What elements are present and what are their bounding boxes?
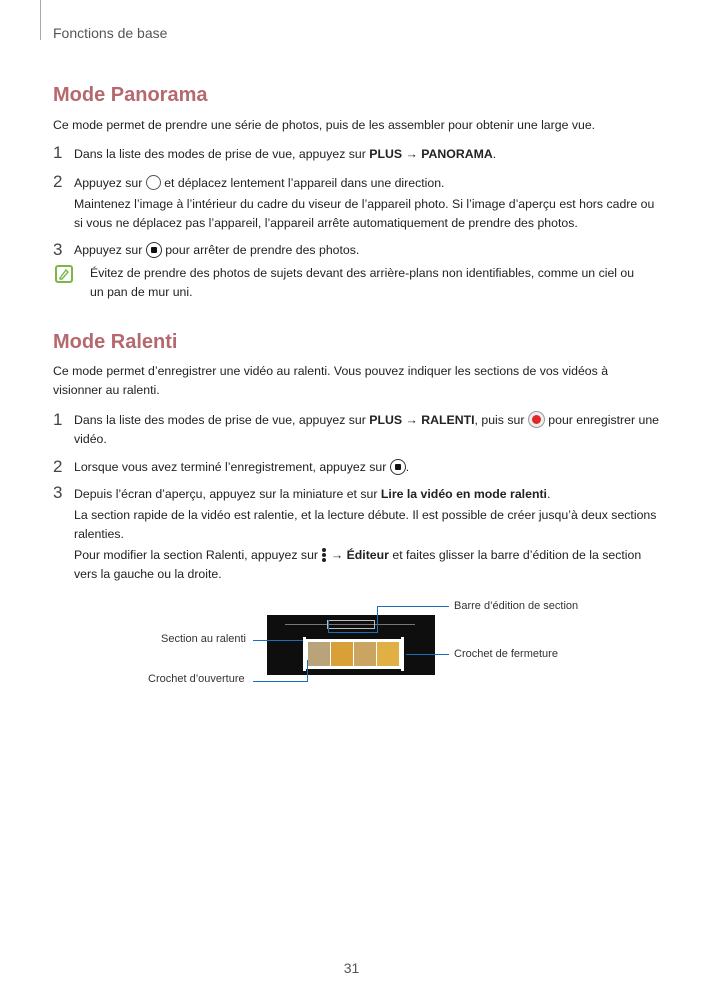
shutter-icon xyxy=(146,175,161,190)
panorama-title: Mode Panorama xyxy=(53,84,208,106)
ralenti-step-3: Depuis l’écran d’aperçu, appuyez sur la miniature et sur Lire la vidéo en mode ralenti. La section rapide de la vidéo est ralentie, et la lecture débute. Il est possible de créer jusqu’à deux sections ralenties. Pour modifier la section Ralenti, appuyez sur → Éditeur et faites glisser la barre d’édition de la section vers la gauche ou la droite. xyxy=(74,487,657,581)
callout-line xyxy=(377,606,378,632)
panorama-step-2: Appuyez sur et déplacez lentement l’appareil dans une direction. Maintenez l’image à l’intérieur du cadre du viseur de l’appareil photo. Si l’image d’aperçu est hors cadre ou si vous ne déplacez pas l’appareil, l’appareil arrête automatiquement de prendre des photos. xyxy=(74,176,655,230)
callout-line xyxy=(253,640,303,641)
callout-line xyxy=(307,660,308,681)
ralenti-step-1: Dans la liste des modes de prise de vue, appuyez sur PLUS → RALENTI, puis sur pour enregistrer une vidéo. xyxy=(74,413,659,446)
stop-icon xyxy=(390,459,406,475)
end-bracket-label: Crochet de fermeture xyxy=(454,648,558,660)
page-number: 31 xyxy=(343,960,360,976)
panorama-step-2-number: 2 xyxy=(53,172,63,191)
header-rule xyxy=(40,0,41,40)
callout-line xyxy=(253,681,308,682)
callout-line xyxy=(328,620,329,632)
ralenti-step-3-number: 3 xyxy=(53,483,63,502)
start-bracket[interactable] xyxy=(303,637,306,671)
section-label: Fonctions de base xyxy=(53,25,168,41)
record-icon xyxy=(528,411,545,428)
panorama-step-3-number: 3 xyxy=(53,240,63,259)
start-bracket-label: Crochet d’ouverture xyxy=(148,673,245,685)
more-options-icon xyxy=(321,547,327,563)
panorama-step-3: Appuyez sur pour arrêter de prendre des photos. xyxy=(74,243,360,257)
callout-line xyxy=(406,654,449,655)
ralenti-title: Mode Ralenti xyxy=(53,331,178,353)
callout-line xyxy=(328,632,378,633)
ralenti-step-2-number: 2 xyxy=(53,457,63,476)
edit-bar-label: Barre d’édition de section xyxy=(454,600,579,612)
panorama-step-1: Dans la liste des modes de prise de vue, appuyez sur PLUS → PANORAMA. xyxy=(74,147,497,161)
slow-section-label: Section au ralenti xyxy=(161,633,246,645)
panorama-step-1-number: 1 xyxy=(53,143,63,162)
ralenti-step-2: Lorsque vous avez terminé l’enregistrement, appuyez sur . xyxy=(74,460,410,474)
stop-icon xyxy=(146,242,162,258)
thumbnail-strip xyxy=(305,639,403,669)
end-bracket[interactable] xyxy=(401,637,404,671)
ralenti-step-1-number: 1 xyxy=(53,410,63,429)
callout-line xyxy=(377,606,449,607)
section-edit-bar[interactable] xyxy=(327,620,375,629)
slow-motion-editor-screenshot xyxy=(267,615,435,675)
note-icon xyxy=(55,265,73,283)
ralenti-intro: Ce mode permet d’enregistrer une vidéo au ralenti. Vous pouvez indiquer les sections de vos vidéos à visionner au ralenti. xyxy=(53,364,609,397)
panorama-note: Évitez de prendre des photos de sujets devant des arrière-plans non identifiables, comme un ciel ou un pan de mur uni. xyxy=(90,266,635,299)
panorama-intro: Ce mode permet de prendre une série de photos, puis de les assembler pour obtenir une large vue. xyxy=(53,118,596,132)
